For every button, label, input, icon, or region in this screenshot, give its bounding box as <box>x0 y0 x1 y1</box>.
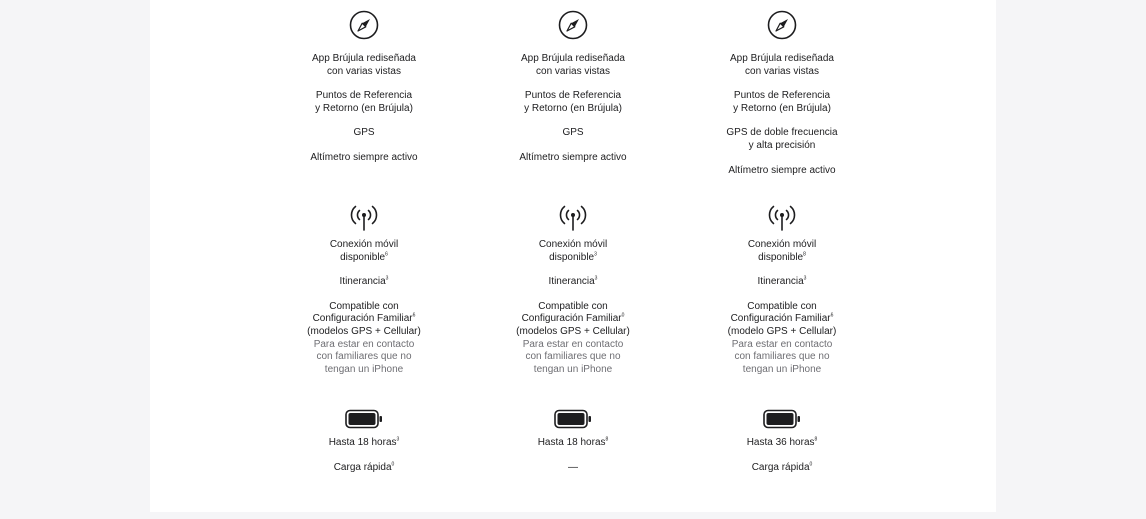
feature-battery-life: Hasta 18 horas$^3$ <box>328 436 400 448</box>
feature-battery-life: Hasta 18 horas$^8$ <box>537 436 609 448</box>
navigation-section <box>249 10 479 177</box>
feature-altimeter: Altímetro siempre activo <box>519 151 627 163</box>
battery-section <box>667 409 897 486</box>
footnote-marker: 3 <box>385 275 389 282</box>
navigation-section <box>667 10 897 189</box>
feature-gps: GPS de doble frecuencia y alta precisión <box>726 127 838 151</box>
connectivity-section <box>667 203 897 388</box>
footnote-marker: 6 <box>830 313 834 320</box>
feature-fast-charge: Carga rápida$^0$ <box>751 461 813 473</box>
cellular-antenna-icon <box>766 203 798 231</box>
battery-section <box>249 409 479 486</box>
footnote-marker: 3 <box>594 251 597 258</box>
feature-family-setup: Compatible con Configuración Familiar$^0$ (modelos GPS + Cellular) Para estar en contacto con familiares que no tengan un iPhone <box>458 301 688 377</box>
feature-fast-charge: — <box>568 461 578 473</box>
feature-cellular: Conexión móvil disponible$^6$ <box>329 239 399 263</box>
feature-waypoints: Puntos de Referencia y Retorno (en Brújula) <box>733 90 831 114</box>
feature-roaming: Itinerancia$^3$ <box>339 275 389 288</box>
footnote-marker: 8 <box>803 251 806 258</box>
feature-note: Para estar en contacto con familiares que no tengan un iPhone <box>731 338 833 375</box>
footnote-marker: 6 <box>385 251 388 258</box>
footnote-marker: 0 <box>391 461 395 468</box>
cellular-antenna-icon <box>348 203 380 231</box>
footnote-marker: 3 <box>803 275 807 282</box>
feature-altimeter: Altímetro siempre activo <box>728 164 836 176</box>
battery-icon <box>763 409 801 429</box>
compass-icon <box>558 10 588 40</box>
feature-compass-app: App Brújula rediseñada con varias vistas <box>521 53 625 77</box>
feature-family-setup: Compatible con Configuración Familiar$^6$ (modelos GPS + Cellular) Para estar en contacto con familiares que no tengan un iPhone <box>249 301 479 377</box>
battery-icon <box>554 409 592 429</box>
feature-gps: GPS <box>562 127 584 139</box>
feature-compass-app: App Brújula rediseñada con varias vistas <box>730 53 834 77</box>
feature-compass-app: App Brújula rediseñada con varias vistas <box>312 53 416 77</box>
footnote-marker: 6 <box>412 313 416 320</box>
cellular-antenna-icon <box>557 203 589 231</box>
connectivity-section <box>458 203 688 388</box>
feature-battery-life: Hasta 36 horas$^8$ <box>746 436 818 448</box>
feature-waypoints: Puntos de Referencia y Retorno (en Brújula) <box>315 90 413 114</box>
feature-waypoints: Puntos de Referencia y Retorno (en Brújula) <box>524 90 622 114</box>
connectivity-section <box>249 203 479 388</box>
feature-fast-charge: Carga rápida$^0$ <box>333 461 395 473</box>
footnote-marker: 8 <box>605 436 609 443</box>
battery-icon <box>345 409 383 429</box>
feature-altimeter: Altímetro siempre activo <box>310 151 418 163</box>
feature-cellular: Conexión móvil disponible$^3$ <box>538 239 608 263</box>
feature-family-setup: Compatible con Configuración Familiar$^6$ (modelo GPS + Cellular) Para estar en contacto con familiares que no tengan un iPhone <box>667 301 897 377</box>
footnote-marker: 8 <box>814 436 818 443</box>
feature-gps: GPS <box>353 127 375 139</box>
battery-section <box>458 409 688 486</box>
feature-note: Para estar en contacto con familiares que no tengan un iPhone <box>313 338 415 375</box>
footnote-marker: 0 <box>809 461 813 468</box>
feature-cellular: Conexión móvil disponible$^8$ <box>747 239 817 263</box>
feature-note: Para estar en contacto con familiares que no tengan un iPhone <box>522 338 624 375</box>
navigation-section <box>458 10 688 177</box>
footnote-marker: 3 <box>396 436 400 443</box>
footnote-marker: 0 <box>621 313 625 320</box>
footnote-marker: 3 <box>594 275 598 282</box>
compass-icon <box>767 10 797 40</box>
compass-icon <box>349 10 379 40</box>
feature-roaming: Itinerancia$^3$ <box>548 275 598 288</box>
feature-roaming: Itinerancia$^3$ <box>757 275 807 288</box>
